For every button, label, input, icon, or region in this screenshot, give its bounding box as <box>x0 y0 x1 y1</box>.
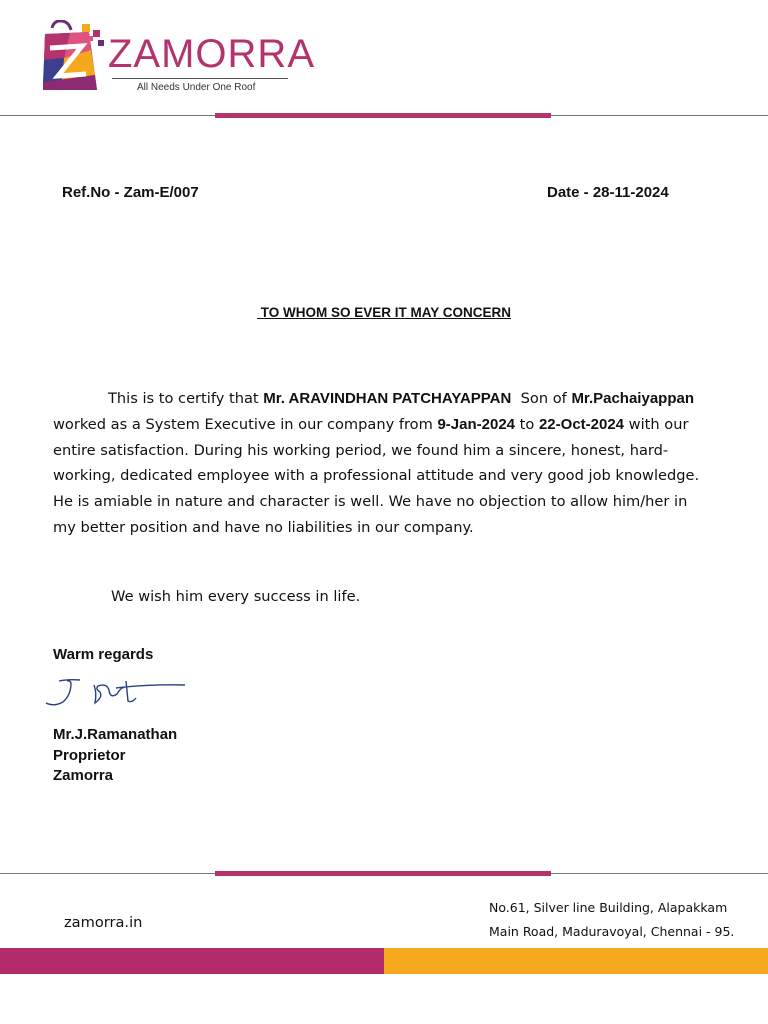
start-date: 9-Jan-2024 <box>437 415 516 433</box>
role-text: worked as a System Executive in our company from <box>53 415 438 433</box>
letter-title: TO WHOM SO EVER IT MAY CONCERN <box>256 305 512 320</box>
letter-date: Date - 28-11-2024 <box>547 184 669 201</box>
signatory-title: Proprietor <box>53 746 126 764</box>
address-line-1: No.61, Silver line Building, Alapakkam <box>489 900 728 915</box>
brand-name: ZAMORRA <box>108 32 315 76</box>
signatory-block <box>53 725 177 787</box>
company-address <box>489 896 734 944</box>
son-of-text: Son of <box>511 390 572 407</box>
footer-accent-bar <box>215 871 551 876</box>
father-name: Mr.Pachaiyappan <box>571 390 694 407</box>
address-line-2: Main Road, Maduravoyal, Chennai - 95. <box>489 924 735 939</box>
intro-text: This is to certify that <box>108 390 264 407</box>
footer-band-orange <box>384 948 768 974</box>
closing-wish: We wish him every success in life. <box>111 588 361 605</box>
footer-band-magenta <box>0 948 384 974</box>
closing-salutation: Warm regards <box>53 646 154 663</box>
certificate-paragraph <box>53 386 713 541</box>
website-link[interactable]: zamorra.in <box>64 914 143 931</box>
signatory-name: Mr.J.Ramanathan <box>53 726 178 743</box>
reference-number: Ref.No - Zam-E/007 <box>62 184 199 201</box>
employee-name: Mr. ARAVINDHAN PATCHAYAPPAN <box>263 390 512 407</box>
signatory-company: Zamorra <box>53 767 114 784</box>
brand-tagline: All Needs Under One Roof <box>137 82 256 93</box>
evaluation-text: with our entire satisfaction. During his working period, we found him a sincere, honest, hard- working, dedicated employee with a professional attitude and very good job knowledge. He is amiable in nature and character is well. We have no objection to allow him/her in my better position and have no liabilities in our company. <box>53 415 700 536</box>
header-accent-bar <box>215 113 551 118</box>
signature-icon <box>44 676 186 710</box>
to-text: to <box>515 415 539 433</box>
tagline-divider <box>112 78 288 79</box>
end-date: 22-Oct-2024 <box>538 415 625 433</box>
